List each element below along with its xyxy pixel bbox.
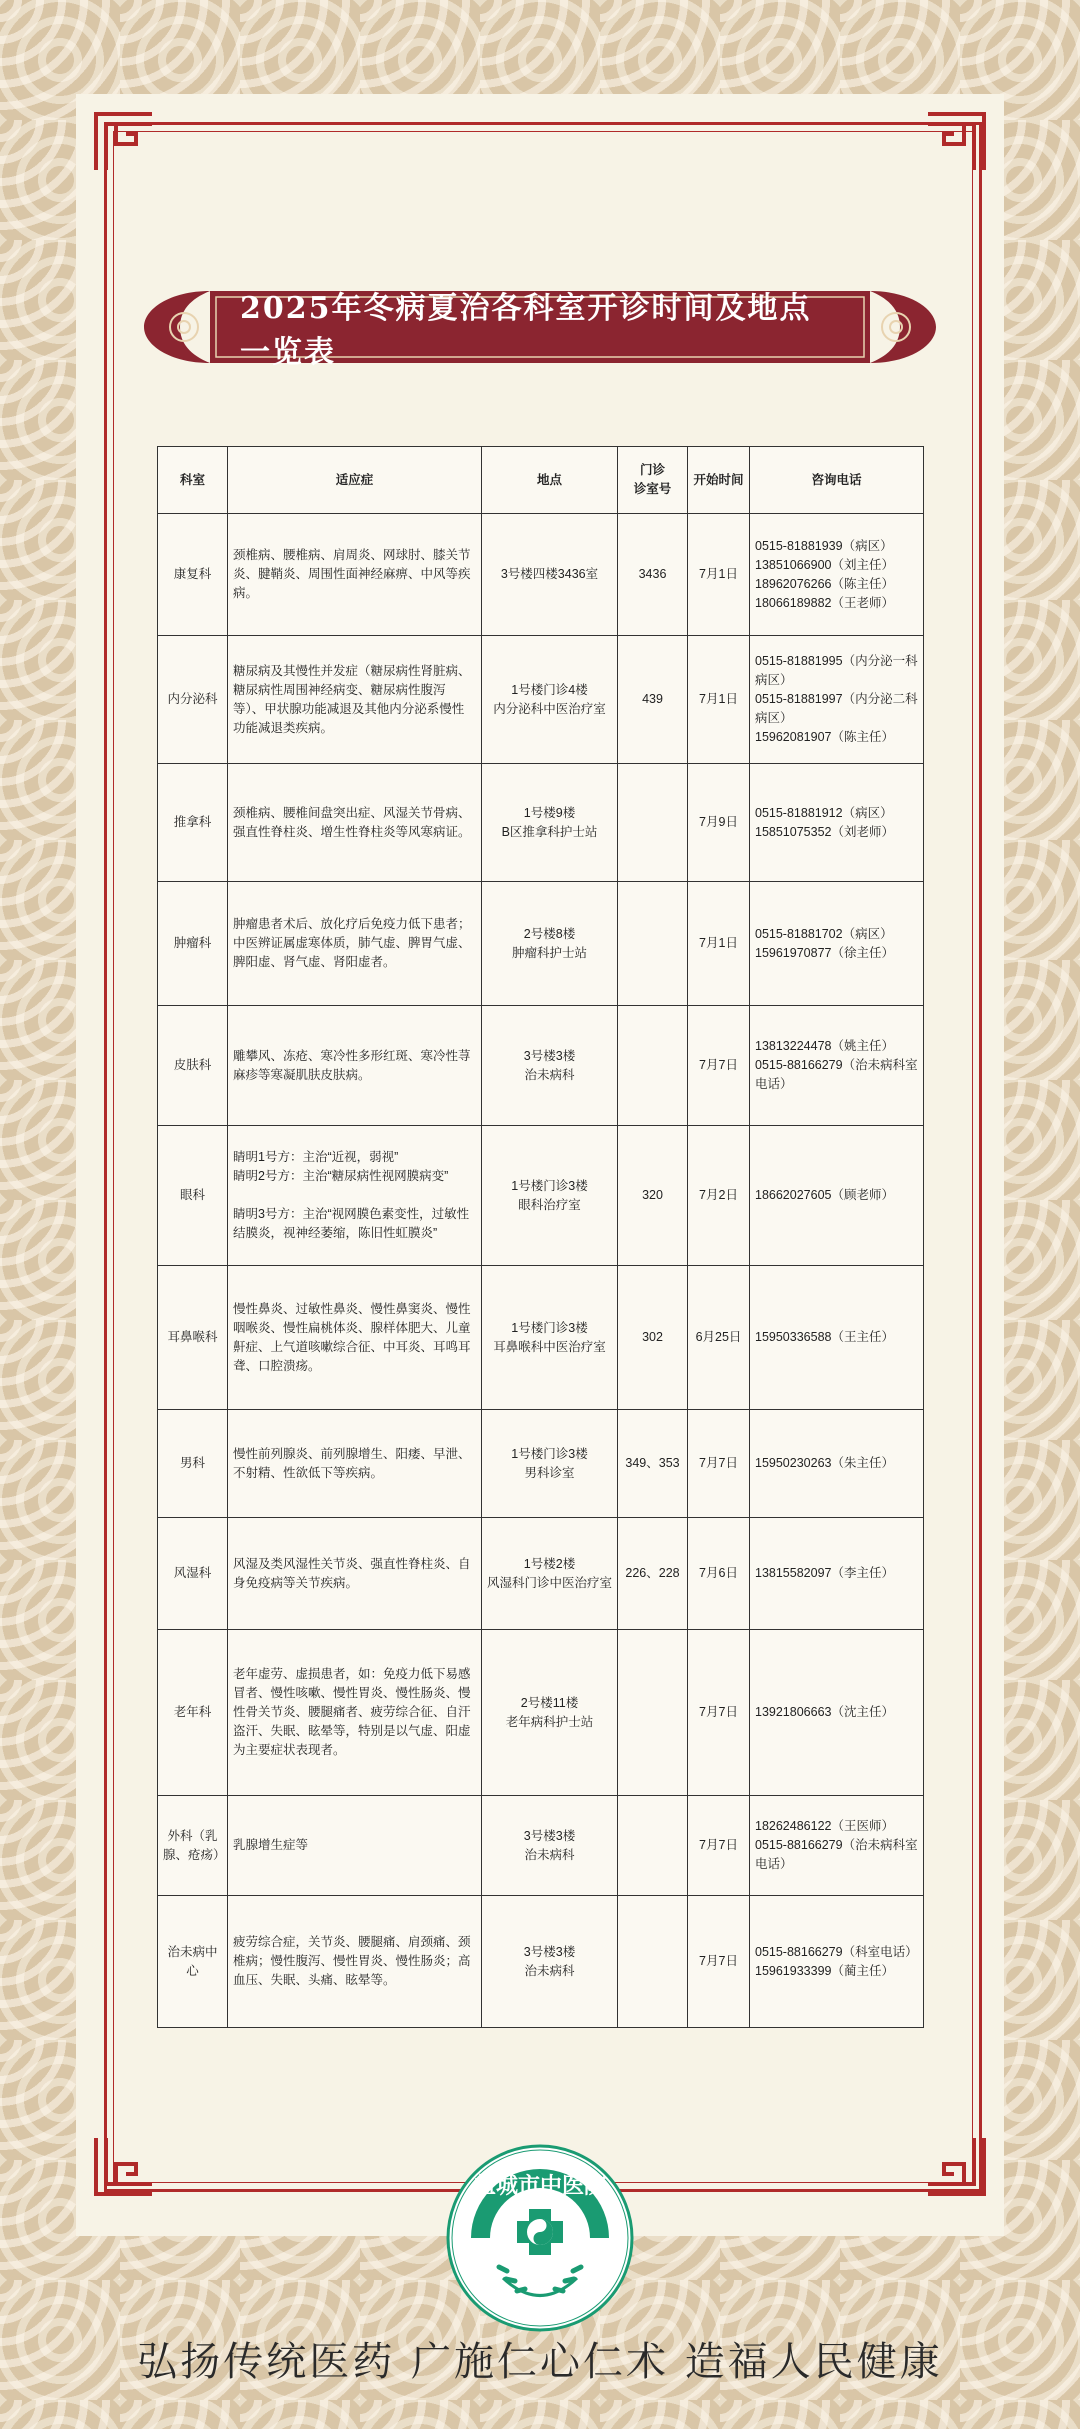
cell-room: 302 — [618, 1266, 688, 1410]
cell-phone: 0515-81881912（病区） 15851075352（刘老师） — [750, 764, 924, 882]
header-room: 门诊 诊室号 — [618, 447, 688, 514]
cell-location: 2号楼8楼 肿瘤科护士站 — [482, 882, 618, 1006]
cell-dept: 内分泌科 — [158, 636, 228, 764]
cell-dept: 康复科 — [158, 514, 228, 636]
cell-start: 7月6日 — [688, 1518, 750, 1630]
cell-location: 3号楼3楼 治未病科 — [482, 1006, 618, 1126]
corner-ornament-bottom-left — [92, 2134, 156, 2198]
cell-location: 3号楼3楼 治未病科 — [482, 1796, 618, 1896]
cell-dept: 风湿科 — [158, 1518, 228, 1630]
cell-phone: 0515-81881995（内分泌一科病区） 0515-81881997（内分泌二科病区） 15962081907（陈主任） — [750, 636, 924, 764]
cell-room — [618, 1796, 688, 1896]
cell-location: 1号楼门诊4楼 内分泌科中医治疗室 — [482, 636, 618, 764]
table-row — [158, 1126, 924, 1266]
table-row — [158, 1410, 924, 1518]
cell-location: 1号楼门诊3楼 眼科治疗室 — [482, 1126, 618, 1266]
table-header-row — [158, 447, 924, 514]
cell-room: 3436 — [618, 514, 688, 636]
header-indication: 适应症 — [228, 447, 482, 514]
cell-start: 7月7日 — [688, 1410, 750, 1518]
cell-dept: 皮肤科 — [158, 1006, 228, 1126]
cell-room — [618, 882, 688, 1006]
cell-start: 6月25日 — [688, 1266, 750, 1410]
table-row — [158, 1518, 924, 1630]
cell-room — [618, 1896, 688, 2028]
cell-location: 1号楼门诊3楼 男科诊室 — [482, 1410, 618, 1518]
cell-phone: 18262486122（王医师） 0515-88166279（治未病科室电话） — [750, 1796, 924, 1896]
cell-location: 2号楼11楼 老年病科护士站 — [482, 1630, 618, 1796]
hospital-logo — [445, 2143, 635, 2333]
table-row — [158, 1630, 924, 1796]
cell-indication: 颈椎病、腰椎病、肩周炎、网球肘、膝关节炎、腱鞘炎、周围性面神经麻痹、中风等疾病。 — [228, 514, 482, 636]
cell-room: 439 — [618, 636, 688, 764]
title-banner — [140, 285, 940, 369]
cell-dept: 治未病中心 — [158, 1896, 228, 2028]
header-start: 开始时间 — [688, 447, 750, 514]
cell-start: 7月1日 — [688, 882, 750, 1006]
cell-start: 7月7日 — [688, 1796, 750, 1896]
table-row — [158, 514, 924, 636]
cell-phone: 0515-81881702（病区） 15961970877（徐主任） — [750, 882, 924, 1006]
cell-room: 349、353 — [618, 1410, 688, 1518]
table-row — [158, 636, 924, 764]
cell-start: 7月7日 — [688, 1630, 750, 1796]
cell-start: 7月7日 — [688, 1006, 750, 1126]
table-row — [158, 1796, 924, 1896]
table-row — [158, 1266, 924, 1410]
cell-phone: 15950336588（王主任） — [750, 1266, 924, 1410]
cell-indication: 睛明1号方：主治“近视，弱视” 睛明2号方：主治“糖尿病性视网膜病变” 睛明3号方：主治“视网膜色素变性，过敏性结膜炎，视神经萎缩，陈旧性虹膜炎” — [228, 1126, 482, 1266]
cell-phone: 0515-81881939（病区） 13851066900（刘主任） 18962076266（陈主任） 18066189882（王老师） — [750, 514, 924, 636]
cell-start: 7月1日 — [688, 514, 750, 636]
corner-ornament-top-left — [92, 110, 156, 174]
cell-start: 7月1日 — [688, 636, 750, 764]
cell-indication: 疲劳综合症，关节炎、腰腿痛、肩颈痛、颈椎病；慢性腹泻、慢性胃炎、慢性肠炎；高血压、失眠、头痛、眩晕等。 — [228, 1896, 482, 2028]
cell-indication: 雕攀风、冻疮、寒冷性多形红斑、寒冷性荨麻疹等寒凝肌肤皮肤病。 — [228, 1006, 482, 1126]
cell-indication: 慢性鼻炎、过敏性鼻炎、慢性鼻窦炎、慢性咽喉炎、慢性扁桃体炎、腺样体肥大、儿童鼾症、上气道咳嗽综合征、中耳炎、耳鸣耳聋、口腔溃疡。 — [228, 1266, 482, 1410]
cell-phone: 15950230263（朱主任） — [750, 1410, 924, 1518]
cell-indication: 糖尿病及其慢性并发症（糖尿病性肾脏病、糖尿病性周围神经病变、糖尿病性腹泻等）、甲状腺功能减退及其他内分泌系慢性功能减退类疾病。 — [228, 636, 482, 764]
cell-location: 1号楼9楼 B区推拿科护士站 — [482, 764, 618, 882]
page-title: 2025年冬病夏治各科室开诊时间及地点一览表 — [240, 291, 812, 370]
cell-indication: 慢性前列腺炎、前列腺增生、阳痿、早泄、不射精、性欲低下等疾病。 — [228, 1410, 482, 1518]
cell-dept: 男科 — [158, 1410, 228, 1518]
slogan: 弘扬传统医药 广施仁心仁术 造福人民健康 — [137, 2339, 943, 2385]
cell-dept: 外科（乳腺、疮疡） — [158, 1796, 228, 1896]
header-phone: 咨询电话 — [750, 447, 924, 514]
cell-room — [618, 1006, 688, 1126]
cell-location: 1号楼2楼 风湿科门诊中医治疗室 — [482, 1518, 618, 1630]
cell-location: 3号楼3楼 治未病科 — [482, 1896, 618, 2028]
cell-location: 1号楼门诊3楼 耳鼻喉科中医治疗室 — [482, 1266, 618, 1410]
cell-dept: 眼科 — [158, 1126, 228, 1266]
cell-indication: 风湿及类风湿性关节炎、强直性脊柱炎、自身免疫病等关节疾病。 — [228, 1518, 482, 1630]
cell-start: 7月2日 — [688, 1126, 750, 1266]
cell-room: 226、228 — [618, 1518, 688, 1630]
cell-room: 320 — [618, 1126, 688, 1266]
schedule-table — [157, 446, 924, 2028]
logo-text: 盐城市中医院 — [473, 2174, 607, 2199]
cell-phone: 13815582097（李主任） — [750, 1518, 924, 1630]
cell-dept: 肿瘤科 — [158, 882, 228, 1006]
cell-dept: 推拿科 — [158, 764, 228, 882]
cell-indication: 乳腺增生症等 — [228, 1796, 482, 1896]
cell-room — [618, 1630, 688, 1796]
cell-room — [618, 764, 688, 882]
cell-indication: 老年虚劳、虚损患者，如：免疫力低下易感冒者、慢性咳嗽、慢性胃炎、慢性肠炎、慢性骨关节炎、腰腿痛者、疲劳综合征、自汗盗汗、失眠、眩晕等，特别是以气虚、阳虚为主要症状表现者。 — [228, 1630, 482, 1796]
cell-phone: 13813224478（姚主任） 0515-88166279（治未病科室电话） — [750, 1006, 924, 1126]
cell-start: 7月9日 — [688, 764, 750, 882]
cell-indication: 颈椎病、腰椎间盘突出症、风湿关节骨病、强直性脊柱炎、增生性脊柱炎等风寒病证。 — [228, 764, 482, 882]
table-row — [158, 1006, 924, 1126]
table-row — [158, 882, 924, 1006]
table-row — [158, 1896, 924, 2028]
cell-phone: 13921806663（沈主任） — [750, 1630, 924, 1796]
cell-phone: 0515-88166279（科室电话） 15961933399（蔺主任） — [750, 1896, 924, 2028]
cell-indication: 肿瘤患者术后、放化疗后免疫力低下患者；中医辨证属虚寒体质，肺气虚、脾胃气虚、脾阳虚、肾气虚、肾阳虚者。 — [228, 882, 482, 1006]
header-dept: 科室 — [158, 447, 228, 514]
cell-phone: 18662027605（顾老师） — [750, 1126, 924, 1266]
cell-dept: 老年科 — [158, 1630, 228, 1796]
cell-start: 7月7日 — [688, 1896, 750, 2028]
corner-ornament-top-right — [924, 110, 988, 174]
corner-ornament-bottom-right — [924, 2134, 988, 2198]
cell-dept: 耳鼻喉科 — [158, 1266, 228, 1410]
cell-location: 3号楼四楼3436室 — [482, 514, 618, 636]
table-row — [158, 764, 924, 882]
header-location: 地点 — [482, 447, 618, 514]
